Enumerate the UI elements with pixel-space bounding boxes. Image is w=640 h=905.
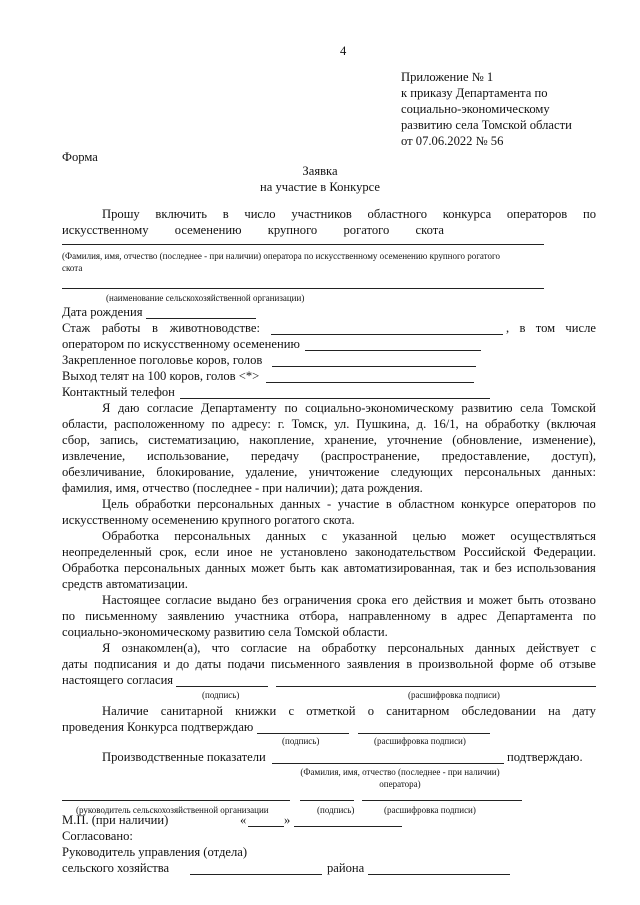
head-name-field[interactable] bbox=[62, 800, 290, 801]
calves-label: Выход телят на 100 коров, голов <*> bbox=[62, 369, 260, 383]
page-number: 4 bbox=[340, 44, 347, 58]
date-month-year-field[interactable] bbox=[294, 826, 402, 827]
form-label: Форма bbox=[62, 150, 98, 164]
sanitary-line-2: проведения Конкурса подтверждаю bbox=[62, 720, 254, 734]
consent-p2-line: Цель обработки персональных данных - участие в областном конкурсе операторов по bbox=[102, 497, 596, 511]
phone-label: Контактный телефон bbox=[62, 385, 175, 399]
appendix-line: социально-экономическому bbox=[401, 102, 550, 116]
appendix-line: развитию села Томской области bbox=[401, 118, 572, 132]
stamp-label: М.П. (при наличии) bbox=[62, 813, 169, 827]
date-day-field[interactable] bbox=[248, 826, 284, 827]
consent-p3-line: Обработка персональных данных может быть как автоматизированная, так и без использования bbox=[62, 561, 596, 575]
date-close-quote: » bbox=[284, 813, 291, 827]
head-signature-field[interactable] bbox=[300, 800, 354, 801]
approval-head-line-1: Руководитель управления (отдела) bbox=[62, 845, 248, 859]
phone-field[interactable] bbox=[180, 398, 490, 399]
consent-p4-line: Настоящее согласие выдано без ограничения срока его действия и может быть отозвано bbox=[102, 593, 596, 607]
head-decoding-field[interactable] bbox=[362, 800, 522, 801]
document-subtitle: на участие в Конкурсе bbox=[259, 180, 381, 194]
operator-name-field[interactable] bbox=[62, 244, 544, 245]
cows-label: Закрепленное поголовье коров, голов bbox=[62, 353, 263, 367]
consent-p5-line: настоящего согласия bbox=[62, 673, 174, 687]
consent-p4-line: социально-экономическому развитию села Томской области. bbox=[62, 625, 388, 639]
consent-p1-line: области, расположенному по адресу: г. Томск, ул. Пушкина, д. 16/1, на обработку (включая bbox=[62, 417, 596, 431]
consent-p5-line: Я ознакомлен(а), что согласие на обработку персональных данных действует с bbox=[102, 641, 596, 655]
production-hint: (Фамилия, имя, отчество (последнее - при наличии) bbox=[300, 767, 500, 777]
district-label: района bbox=[327, 861, 365, 875]
cows-field[interactable] bbox=[272, 366, 476, 367]
operator-name-hint: (Фамилия, имя, отчество (последнее - при наличии) оператора по искусственному осеменению крупного рогатого bbox=[62, 251, 500, 261]
consent-decoding-field[interactable] bbox=[276, 686, 596, 687]
birth-date-field[interactable] bbox=[146, 318, 256, 319]
head-hint: (руководитель сельскохозяйственной организации bbox=[76, 805, 269, 815]
approval-head-line-2: сельского хозяйства bbox=[62, 861, 170, 875]
decoding-hint: (расшифровка подписи) bbox=[374, 736, 466, 746]
organization-field[interactable] bbox=[62, 288, 544, 289]
organization-hint: (наименование сельскохозяйственной организации) bbox=[106, 293, 305, 303]
consent-p1-line: обезличивание, блокирование, удаление, уничтожение следующих персональных данных: bbox=[62, 465, 596, 479]
consent-p2-line: искусственному осеменению крупного рогатого скота. bbox=[62, 513, 355, 527]
consent-p4-line: по письменному заявлению участника отбора, направленному в адрес Департамента по bbox=[62, 609, 596, 623]
request-line-2: искусственному осеменению крупного рогатого скота bbox=[62, 223, 444, 237]
production-hint-cont: оператора) bbox=[379, 779, 421, 789]
signature-hint: (подпись) bbox=[282, 736, 320, 746]
consent-p1-line: фамилия, имя, отчество (последнее - при наличии); дата рождения. bbox=[62, 481, 423, 495]
date-open-quote: « bbox=[240, 813, 247, 827]
district-field[interactable] bbox=[368, 874, 510, 875]
calves-field[interactable] bbox=[266, 382, 474, 383]
appendix-line: к приказу Департамента по bbox=[401, 86, 548, 100]
experience-label-tail: , в том числе bbox=[506, 321, 596, 335]
production-label: Производственные показатели bbox=[102, 750, 266, 764]
production-field[interactable] bbox=[272, 763, 504, 764]
appendix-line: от 07.06.2022 № 56 bbox=[401, 134, 504, 148]
consent-signature-field[interactable] bbox=[176, 686, 268, 687]
signature-hint: (подпись) bbox=[202, 690, 240, 700]
consent-p1-line: сбор, запись, систематизацию, накопление, хранение, уточнение (обновление, изменение), bbox=[62, 433, 596, 447]
sanitary-line-1: Наличие санитарной книжки с отметкой о санитарном обследовании на дату bbox=[102, 704, 596, 718]
production-confirm: подтверждаю. bbox=[507, 750, 583, 764]
consent-p3-line: средств автоматизации. bbox=[62, 577, 188, 591]
request-line-1: Прошу включить в число участников областного конкурса операторов по bbox=[102, 207, 596, 221]
sanitary-decoding-field[interactable] bbox=[358, 733, 490, 734]
approval-label: Согласовано: bbox=[62, 829, 133, 843]
consent-p5-line: даты подписания и до даты подачи письменного заявления в произвольной форме об отзыве bbox=[62, 657, 596, 671]
experience-insemination-label: оператором по искусственному осеменению bbox=[62, 337, 300, 351]
decoding-hint: (расшифровка подписи) bbox=[408, 690, 500, 700]
appendix-line: Приложение № 1 bbox=[401, 70, 494, 84]
sanitary-signature-field[interactable] bbox=[257, 733, 349, 734]
birth-date-label: Дата рождения bbox=[62, 305, 143, 319]
approval-name-field[interactable] bbox=[190, 874, 322, 875]
experience-field[interactable] bbox=[271, 334, 503, 335]
document-title: Заявка bbox=[302, 164, 338, 178]
operator-name-hint-cont: скота bbox=[62, 263, 83, 273]
consent-p1-line: Я даю согласие Департаменту по социально-экономическому развитию села Томской bbox=[102, 401, 596, 415]
experience-insemination-field[interactable] bbox=[305, 350, 481, 351]
decoding-hint: (расшифровка подписи) bbox=[384, 805, 476, 815]
experience-label: Стаж работы в животноводстве: bbox=[62, 321, 260, 335]
consent-p1-line: извлечение, использование, передачу (распространение, предоставление, доступ), bbox=[62, 449, 596, 463]
signature-hint: (подпись) bbox=[317, 805, 355, 815]
consent-p3-line: Обработка персональных данных с указанной целью может осуществляться bbox=[102, 529, 596, 543]
consent-p3-line: неопределенный срок, если иное не установлено законодательством Российской Федерации. bbox=[62, 545, 596, 559]
